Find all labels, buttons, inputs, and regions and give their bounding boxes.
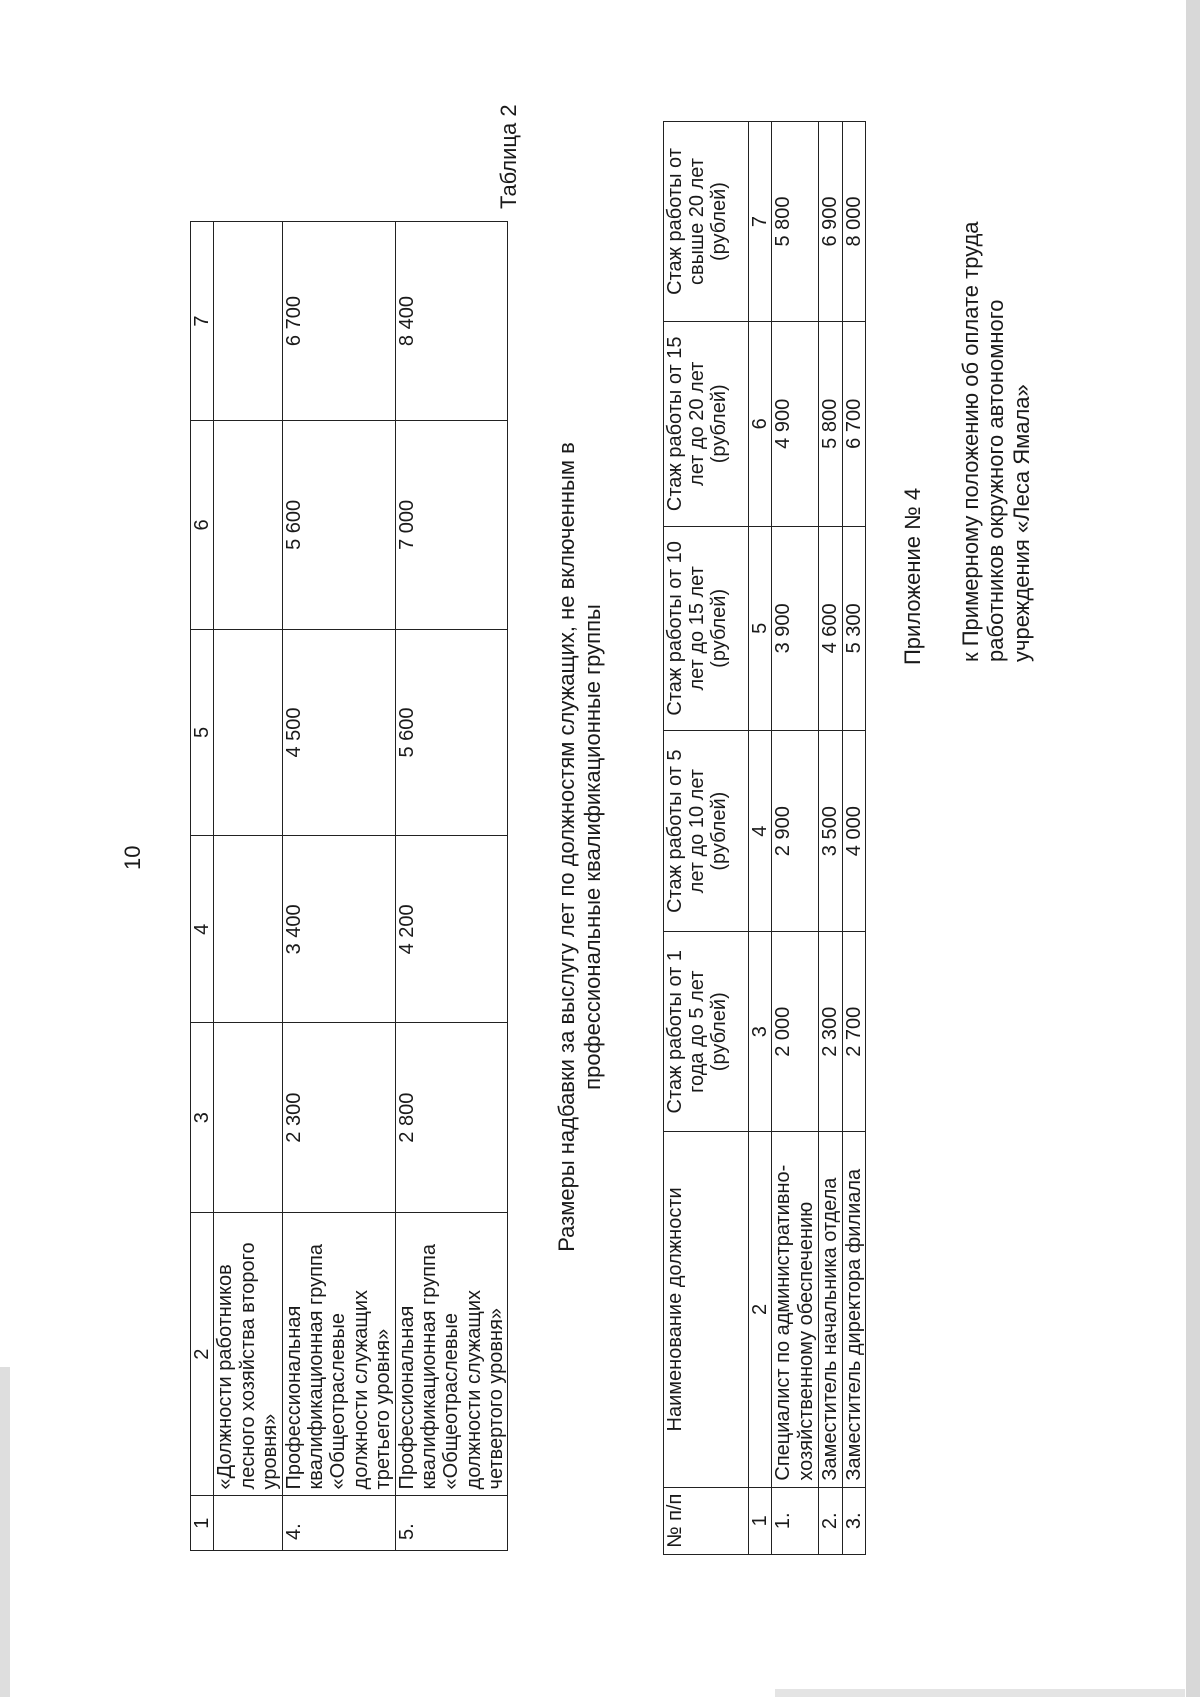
table-1-col-number: 5 xyxy=(191,629,214,836)
position-name: Заместитель директора филиала xyxy=(842,1132,865,1487)
allowance-value: 6 700 xyxy=(282,222,395,421)
table-2-col-number: 5 xyxy=(749,526,772,731)
table-1-col-number: 2 xyxy=(191,1212,214,1496)
table-row xyxy=(842,122,865,1555)
table-2-label: Таблица 2 xyxy=(496,104,521,209)
header-experience: Стаж работы от 1 года до 5 лет (рублей) xyxy=(664,932,749,1132)
allowance-value: 4 600 xyxy=(819,526,842,731)
row-number: 5. xyxy=(395,1496,508,1551)
table-1-column-numbers xyxy=(191,222,214,1551)
allowance-value: 6 700 xyxy=(842,322,865,527)
table-2 xyxy=(663,121,866,1555)
allowance-value: 2 300 xyxy=(819,932,842,1132)
allowance-value: 5 600 xyxy=(395,629,508,836)
appendix-note: к Примерному положению об оплате труда работников окружного автономного учреждения «Леса Ямала» xyxy=(958,221,1034,662)
page-number: 10 xyxy=(120,845,145,870)
table-2-col-number: 7 xyxy=(749,122,772,322)
position-name: «Должности работников лесного хозяйства второго уровня» xyxy=(214,1212,282,1496)
allowance-value: 2 300 xyxy=(282,1023,395,1212)
table-1-col-number: 1 xyxy=(191,1496,214,1551)
row-number xyxy=(214,1496,282,1551)
allowance-value: 5 800 xyxy=(819,322,842,527)
position-name: Заместитель начальника отдела xyxy=(819,1132,842,1487)
allowance-value xyxy=(214,629,282,836)
table-row xyxy=(819,122,842,1555)
allowance-value: 4 900 xyxy=(772,322,819,527)
table-1-col-number: 7 xyxy=(191,222,214,421)
allowance-value: 4 000 xyxy=(842,731,865,932)
appendix-title: Приложение № 4 xyxy=(900,487,925,665)
table-1-continuation xyxy=(190,221,508,1551)
header-experience: Стаж работы от 15 лет до 20 лет (рублей) xyxy=(664,322,749,527)
table-2-col-number: 1 xyxy=(749,1487,772,1554)
row-number: 2. xyxy=(819,1487,842,1554)
table-row xyxy=(772,122,819,1555)
header-row-number: № п/п xyxy=(664,1487,749,1554)
allowance-value: 8 400 xyxy=(395,222,508,421)
table-2-col-number: 3 xyxy=(749,932,772,1132)
table-2-column-numbers xyxy=(749,122,772,1555)
allowance-value xyxy=(214,222,282,421)
header-position-name: Наименование должности xyxy=(664,1132,749,1487)
header-experience: Стаж работы от свыше 20 лет (рублей) xyxy=(664,122,749,322)
allowance-value xyxy=(214,421,282,630)
header-experience: Стаж работы от 10 лет до 15 лет (рублей) xyxy=(664,526,749,731)
table-row xyxy=(214,222,282,1551)
table-1-col-number: 3 xyxy=(191,1023,214,1212)
table-1-col-number: 4 xyxy=(191,836,214,1023)
allowance-value xyxy=(214,1023,282,1212)
row-number: 4. xyxy=(282,1496,395,1551)
position-name: Профессиональная квалификационная группа «Общеотраслевые должности служащих третьего уровня» xyxy=(282,1212,395,1496)
row-number: 3. xyxy=(842,1487,865,1554)
allowance-value: 4 200 xyxy=(395,836,508,1023)
header-experience: Стаж работы от 5 лет до 10 лет (рублей) xyxy=(664,731,749,932)
allowance-value: 3 900 xyxy=(772,526,819,731)
table-2-col-number: 6 xyxy=(749,322,772,527)
allowance-value: 7 000 xyxy=(395,421,508,630)
allowance-value: 5 800 xyxy=(772,122,819,322)
allowance-value: 4 500 xyxy=(282,629,395,836)
row-number: 1. xyxy=(772,1487,819,1554)
position-name: Профессиональная квалификационная группа «Общеотраслевые должности служащих четвертого уровня» xyxy=(395,1212,508,1496)
table-1-col-number: 6 xyxy=(191,421,214,630)
allowance-value: 5 600 xyxy=(282,421,395,630)
table-row xyxy=(282,222,395,1551)
allowance-value: 2 800 xyxy=(395,1023,508,1212)
table-row xyxy=(395,222,508,1551)
allowance-value: 2 000 xyxy=(772,932,819,1132)
allowance-value: 3 500 xyxy=(819,731,842,932)
allowance-value: 2 900 xyxy=(772,731,819,932)
table-2-title: Размеры надбавки за выслугу лет по должностям служащих, не включенным в профессиональные квалификационные группы xyxy=(554,442,605,1252)
table-2-col-number: 4 xyxy=(749,731,772,932)
table-2-header-row xyxy=(664,122,749,1555)
allowance-value: 8 000 xyxy=(842,122,865,322)
allowance-value: 5 300 xyxy=(842,526,865,731)
table-2-col-number: 2 xyxy=(749,1132,772,1487)
allowance-value: 3 400 xyxy=(282,836,395,1023)
position-name: Специалист по административно-хозяйственному обеспечению xyxy=(772,1132,819,1487)
allowance-value: 6 900 xyxy=(819,122,842,322)
allowance-value: 2 700 xyxy=(842,932,865,1132)
allowance-value xyxy=(214,836,282,1023)
